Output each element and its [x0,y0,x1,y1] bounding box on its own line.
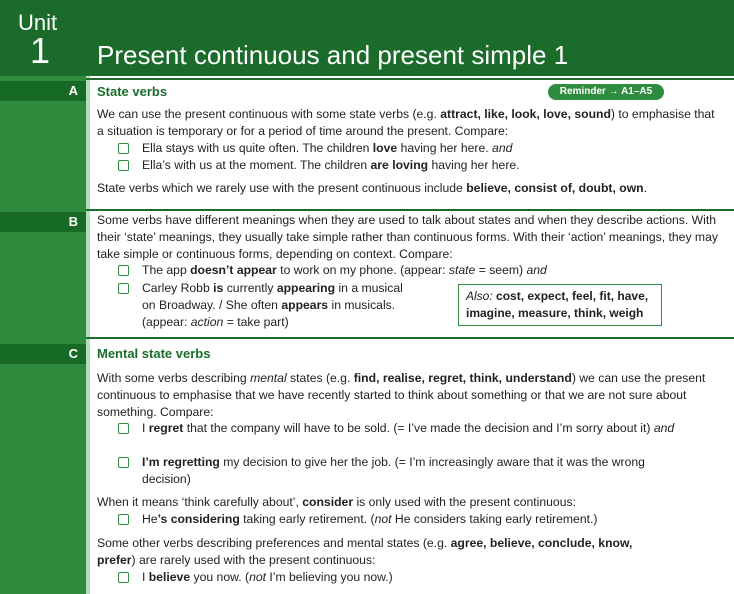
also-label: Also: [466,289,493,303]
example-bullet-icon [118,283,129,294]
section-b-intro: Some verbs have different meanings when they are used to talk about states and when they describe actions. With their ‘state’ meanings, they usually take simple rather than continuous forms. With their ‘action’ meanings, they may take simple or continuous forms, depending on context. Compare: [97,213,718,261]
example-c3: He’s considering taking early retirement. (not He considers taking early retirement.) [118,511,597,528]
section-c-preferences: Some other verbs describing preferences and mental states (e.g. agree, believe, conclude, know, prefer) are rarely used with the present continuous: [97,536,633,567]
section-a-intro: We can use the present continuous with some state verbs (e.g. attract, like, look, love, sound) to emphasise that a situation is temporary or for a period of time around the present. Compare: [97,107,715,138]
section-b-marker: B [0,212,86,232]
example-bullet-icon [118,143,129,154]
example-bullet-icon [118,265,129,276]
unit-label-box [0,0,86,76]
section-a-title: State verbs [97,84,168,99]
section-a-rule [86,78,734,80]
section-c-marker: C [0,344,86,364]
unit-word: Unit [18,10,58,35]
also-verbs-box: Also: cost, expect, feel, fit, have, imagine, measure, think, weigh [458,284,662,326]
page-title: Present continuous and present simple 1 [97,40,569,70]
section-c-consider: When it means ‘think carefully about’, consider is only used with the present continuous: [97,495,576,509]
section-a-state-verbs: State verbs which we rarely use with the present continuous include believe, consist of, doubt, own. [97,181,648,195]
section-c-rule [86,337,734,339]
example-b2: Carley Robb is currently appearing in a musical on Broadway. / She often appears in musicals. (appear: action = take part) [118,280,403,331]
example-bullet-icon [118,514,129,525]
example-a1: Ella stays with us quite often. The children love having her here. and [118,140,512,157]
section-c-title: Mental state verbs [97,346,211,361]
example-bullet-icon [118,160,129,171]
unit-number: 1 [30,30,51,71]
section-a-marker: A [0,81,86,101]
example-bullet-icon [118,457,129,468]
example-bullet-icon [118,423,129,434]
example-bullet-icon [118,572,129,583]
left-gutter [0,76,86,594]
example-b1: The app doesn’t appear to work on my phone. (appear: state = seem) and [118,262,547,279]
example-c1: I regret that the company will have to be sold. (= I’ve made the decision and I’m sorry about it) and [118,420,678,437]
reminder-badge[interactable]: Reminder → A1–A5 [548,84,664,100]
gutter-divider [86,76,90,594]
example-c4: I believe you now. (not I’m believing you now.) [118,569,393,586]
section-c-intro: With some verbs describing mental states (e.g. find, realise, regret, think, understand) we can use the present continuous to emphasise that we have recently started to think about something or that we are not sure about something. Compare: [97,371,706,419]
example-c2: I’m regretting my decision to give her the job. (= I’m increasingly aware that it was the wrong decision) [118,454,678,488]
section-b-rule [86,209,734,211]
example-a2: Ella’s with us at the moment. The children are loving having her here. [118,157,520,174]
